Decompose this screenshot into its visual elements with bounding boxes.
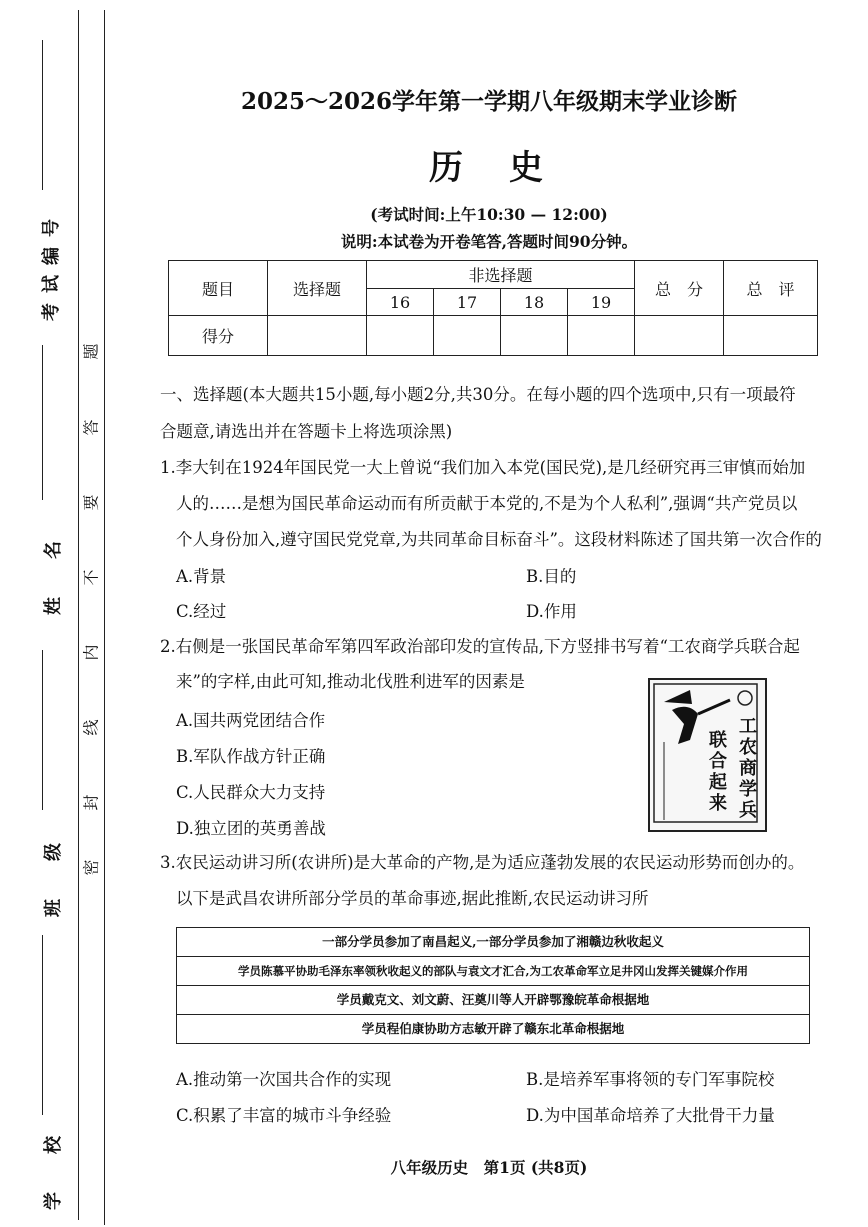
score-col-17: 17	[434, 289, 501, 316]
q3-option-a[interactable]: A.推动第一次国共合作的实现	[176, 1070, 392, 1089]
q3-text-line: 3.农民运动讲习所(农讲所)是大革命的产物,是为适应蓬勃发展的农民运动形势而创办的。	[160, 853, 805, 872]
score-cell-19[interactable]	[568, 316, 635, 356]
class-label: 班 级	[43, 833, 64, 917]
class-underline	[42, 650, 43, 810]
school-underline	[42, 935, 43, 1115]
q3-option-c[interactable]: C.积累了丰富的城市斗争经验	[176, 1106, 392, 1125]
q1-text-line: 人的……是想为国民革命运动而有所贡献于本党的,不是为个人私利”,强调“共产党员以	[176, 494, 798, 513]
score-row-label: 得分	[169, 316, 268, 356]
q3-option-b[interactable]: B.是培养军事将领的专门军事院校	[526, 1070, 775, 1089]
q2-option-d[interactable]: D.独立团的英勇善战	[176, 819, 326, 838]
score-col-item: 题目	[169, 261, 268, 316]
q1-option-d[interactable]: D.作用	[526, 602, 577, 621]
score-col-review: 总 评	[724, 261, 818, 316]
score-cell-17[interactable]	[434, 316, 501, 356]
q2-option-c[interactable]: C.人民群众大力支持	[176, 783, 326, 802]
exam-note: 说明:本试卷为开卷笔答,答题时间90分钟。	[340, 232, 638, 251]
score-cell-18[interactable]	[501, 316, 568, 356]
seal-char: 密	[81, 859, 101, 876]
binding-line-left	[78, 10, 79, 1220]
seal-char: 封	[81, 794, 101, 811]
q1-text-line: 个人身份加入,遵守国民党党章,为共同革命目标奋斗”。这段材料陈述了国共第一次合作的	[176, 530, 822, 549]
poster-slogan-2: 联合起来	[709, 730, 727, 814]
q2-text-line: 来”的字样,由此可知,推动北伐胜利进军的因素是	[176, 672, 525, 691]
q2-text-line: 2.右侧是一张国民革命军第四军政治部印发的宣传品,下方竖排书写着“工农商学兵联合起	[160, 637, 800, 656]
name-underline	[42, 345, 43, 500]
poster-slogan-1: 工农商学兵	[739, 716, 757, 821]
propaganda-poster-image	[648, 678, 767, 832]
score-col-choice: 选择题	[268, 261, 367, 316]
q2-option-b[interactable]: B.军队作战方针正确	[176, 747, 326, 766]
q3-table-row: 学员程伯康协助方志敏开辟了赣东北革命根据地	[176, 1014, 810, 1044]
exam-no-underline	[42, 40, 43, 190]
q3-option-d[interactable]: D.为中国革命培养了大批骨干力量	[526, 1106, 775, 1125]
q3-table-row: 学员陈慕平协助毛泽东率领秋收起义的部队与袁文才汇合,为工农革命军立足井冈山发挥关键媒介作用	[176, 956, 810, 986]
q1-text-line: 1.李大钊在1924年国民党一大上曾说“我们加入本党(国民党),是几经研究再三审慎而始加	[160, 458, 806, 477]
score-col-total: 总 分	[635, 261, 724, 316]
section1-instruction-line1: 一、选择题(本大题共15小题,每小题2分,共30分。在每小题的四个选项中,只有一项最符	[160, 385, 796, 404]
exam-time: (考试时间:上午10:30 — 12:00)	[370, 205, 608, 224]
name-label: 姓 名	[43, 531, 64, 615]
seal-char: 题	[81, 343, 101, 360]
q3-text-line: 以下是武昌农讲所部分学员的革命事迹,据此推断,农民运动讲习所	[176, 889, 649, 908]
score-cell-total[interactable]	[635, 316, 724, 356]
binding-line-right	[104, 10, 105, 1225]
seal-char: 线	[81, 719, 101, 736]
exam-title: 2025～2026学年第一学期八年级期末学业诊断	[240, 88, 738, 115]
seal-char: 不	[81, 569, 101, 586]
section1-instruction-line2: 合题意,请选出并在答题卡上将选项涂黑)	[160, 422, 453, 441]
q2-option-a[interactable]: A.国共两党团结合作	[176, 711, 326, 730]
q1-option-c[interactable]: C.经过	[176, 602, 227, 621]
q3-table-row: 学员戴克文、刘文蔚、汪奠川等人开辟鄂豫皖革命根据地	[176, 985, 810, 1015]
score-col-16: 16	[367, 289, 434, 316]
seal-char: 答	[81, 419, 101, 436]
score-col-nonchoice: 非选择题	[367, 261, 635, 289]
school-label: 学 校	[43, 1126, 64, 1210]
score-cell-choice[interactable]	[268, 316, 367, 356]
score-cell-review[interactable]	[724, 316, 818, 356]
q1-option-a[interactable]: A.背景	[176, 567, 227, 586]
score-cell-16[interactable]	[367, 316, 434, 356]
score-table	[168, 260, 818, 356]
subject-title: 历 史	[429, 148, 549, 188]
seal-char: 要	[81, 494, 101, 511]
page-footer: 八年级历史 第1页 (共8页)	[390, 1158, 588, 1177]
q3-table-row: 一部分学员参加了南昌起义,一部分学员参加了湘赣边秋收起义	[176, 927, 810, 957]
score-col-18: 18	[501, 289, 568, 316]
seal-char: 内	[81, 644, 101, 661]
exam-no-label: 考试编号	[41, 209, 62, 321]
q1-option-b[interactable]: B.目的	[526, 567, 577, 586]
score-col-19: 19	[568, 289, 635, 316]
